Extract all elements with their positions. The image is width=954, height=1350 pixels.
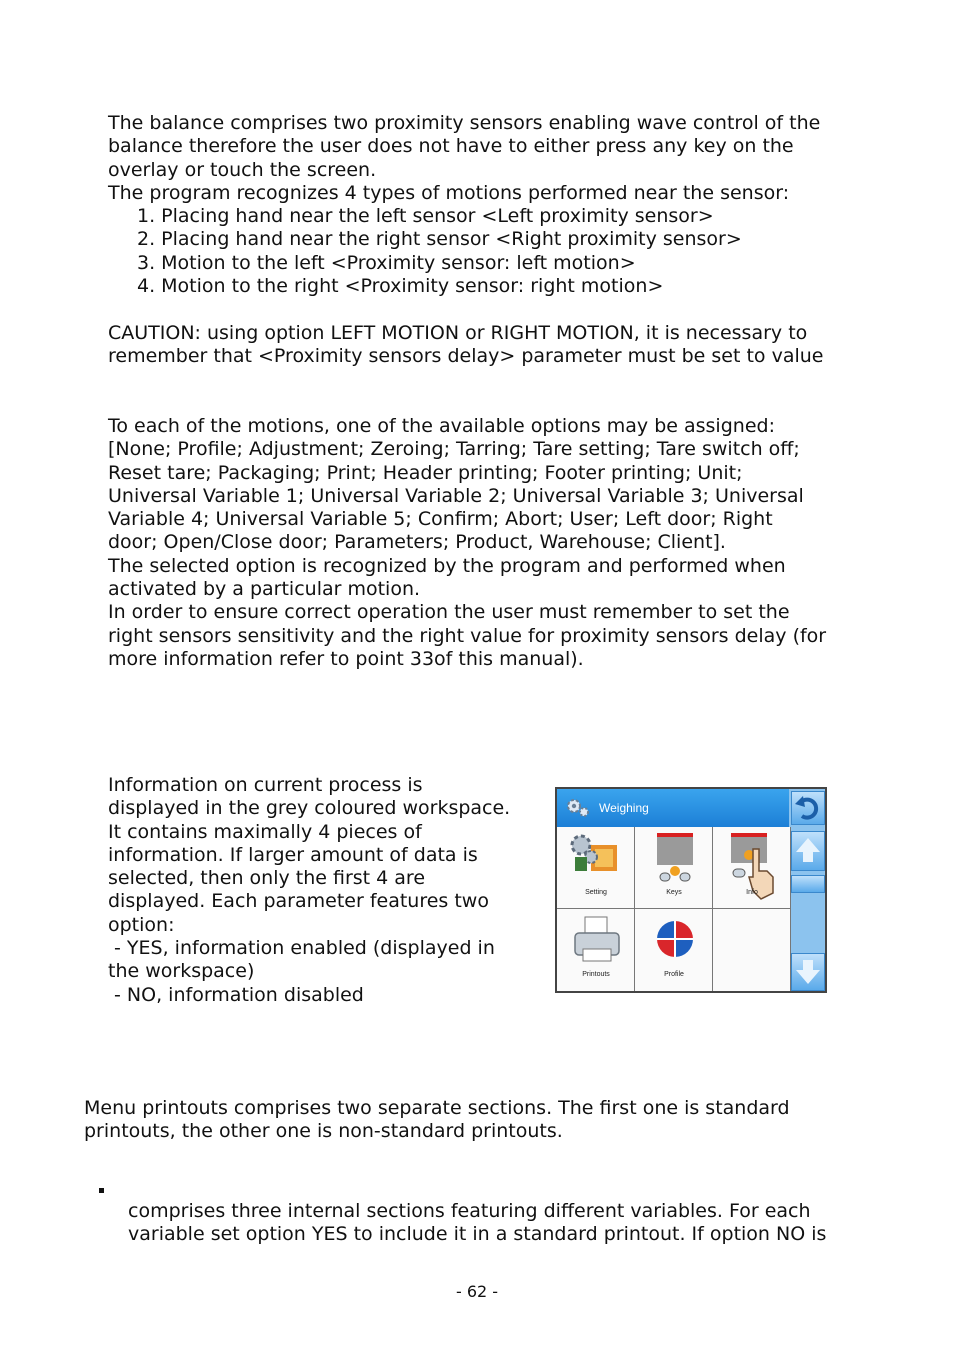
text-line: The program recognizes 4 types of motions performed near the sensor: — [108, 181, 790, 204]
text-line: Menu printouts comprises two separate sections. The first one is standard — [84, 1097, 790, 1119]
text-line: information. If larger amount of data is — [108, 843, 478, 866]
list-item: 2. Placing hand near the right sensor <Right proximity sensor> — [137, 228, 742, 251]
motions-list — [137, 205, 857, 298]
tile-keys[interactable] — [635, 827, 713, 909]
tile-label: Setting — [585, 889, 607, 896]
text-line: overlay or touch the screen. — [108, 158, 377, 181]
standard-paragraph — [128, 1200, 888, 1247]
back-button[interactable] — [791, 791, 825, 825]
screen-sidebar — [789, 789, 827, 993]
scrollbar-thumb[interactable] — [791, 875, 825, 893]
text-line: Variable 4; Universal Variable 5; Confirm; Abort; User; Left door; Right — [108, 508, 773, 531]
scroll-up-button[interactable] — [791, 831, 825, 871]
text-line: The selected option is recognized by the program and performed when — [108, 554, 786, 577]
text-line: displayed in the grey coloured workspace. — [108, 797, 511, 820]
text-line: Reset tare; Packaging; Print; Header printing; Footer printing; Unit; — [108, 461, 743, 484]
text-line: Universal Variable 1; Universal Variable 2; Universal Variable 3; Universal — [108, 484, 804, 507]
text-line: balance therefore the user does not have to either press any key on the — [108, 135, 794, 158]
text-line: displayed. Each parameter features two — [108, 890, 489, 913]
setting-gears-icon — [557, 827, 635, 887]
text-line: - YES, information enabled (displayed in — [108, 937, 495, 960]
return-arrow-icon — [792, 792, 824, 824]
text-line: printouts, the other one is non-standard printouts. — [84, 1120, 563, 1143]
tile-label: Profile — [664, 971, 684, 978]
screen-header — [557, 789, 789, 827]
tile-label: Info — [746, 889, 758, 896]
text-line: variable set option YES to include it in a standard printout. If option NO is — [128, 1223, 827, 1246]
text-line: more information refer to point 33of this manual). — [108, 647, 584, 670]
arrow-down-icon — [792, 954, 824, 988]
tile-label: Keys — [666, 889, 682, 896]
device-screenshot — [555, 787, 827, 993]
profile-icon — [635, 909, 713, 969]
scroll-down-button[interactable] — [791, 953, 825, 991]
page-number: - 62 - — [455, 1282, 499, 1301]
text-line: [None; Profile; Adjustment; Zeroing; Tarring; Tare setting; Tare switch off; — [108, 438, 800, 461]
text-line: the workspace) — [108, 960, 255, 983]
text-line: selected, then only the first 4 are — [108, 867, 426, 890]
text-line: comprises three internal sections featuring different variables. For each — [128, 1200, 811, 1222]
menu-grid — [557, 827, 789, 993]
info-hand-icon — [713, 827, 791, 909]
tile-info[interactable] — [713, 827, 791, 909]
tile-empty — [713, 909, 791, 993]
bullet-marker — [99, 1188, 104, 1193]
text-line: To each of the motions, one of the available options may be assigned: — [108, 415, 775, 437]
list-item: 3. Motion to the left <Proximity sensor: left motion> — [137, 251, 636, 274]
info-paragraph — [108, 774, 528, 1007]
list-item: 1. Placing hand near the left sensor <Left proximity sensor> — [137, 205, 714, 227]
options-paragraph — [108, 415, 868, 671]
text-line: activated by a particular motion. — [108, 578, 421, 601]
text-line: The balance comprises two proximity sensors enabling wave control of the — [108, 112, 821, 134]
caution-paragraph — [108, 322, 868, 369]
tile-profile[interactable] — [635, 909, 713, 993]
list-item: 4. Motion to the right <Proximity sensor: right motion> — [137, 274, 664, 297]
text-line: - NO, information disabled — [108, 983, 364, 1006]
tile-label: Printouts — [582, 971, 610, 978]
intro-paragraph — [108, 112, 868, 205]
screen-title: Weighing — [599, 801, 649, 815]
text-line: remember that <Proximity sensors delay> parameter must be set to value — [108, 345, 824, 368]
printouts-paragraph — [84, 1097, 844, 1144]
printer-icon — [557, 909, 635, 969]
text-line: option: — [108, 913, 175, 936]
tile-printouts[interactable] — [557, 909, 635, 993]
text-line: right sensors sensitivity and the right value for proximity sensors delay (for — [108, 624, 827, 647]
arrow-up-icon — [792, 832, 824, 868]
keys-icon — [635, 827, 713, 887]
tile-setting[interactable] — [557, 827, 635, 909]
text-line: In order to ensure correct operation the user must remember to set the — [108, 601, 790, 624]
text-line: Information on current process is — [108, 774, 423, 796]
text-line: It contains maximally 4 pieces of — [108, 820, 422, 843]
text-line: CAUTION: using option LEFT MOTION or RIGHT MOTION, it is necessary to — [108, 322, 808, 344]
gear-icon — [565, 797, 591, 819]
text-line: door; Open/Close door; Parameters; Product, Warehouse; Client]. — [108, 531, 726, 554]
